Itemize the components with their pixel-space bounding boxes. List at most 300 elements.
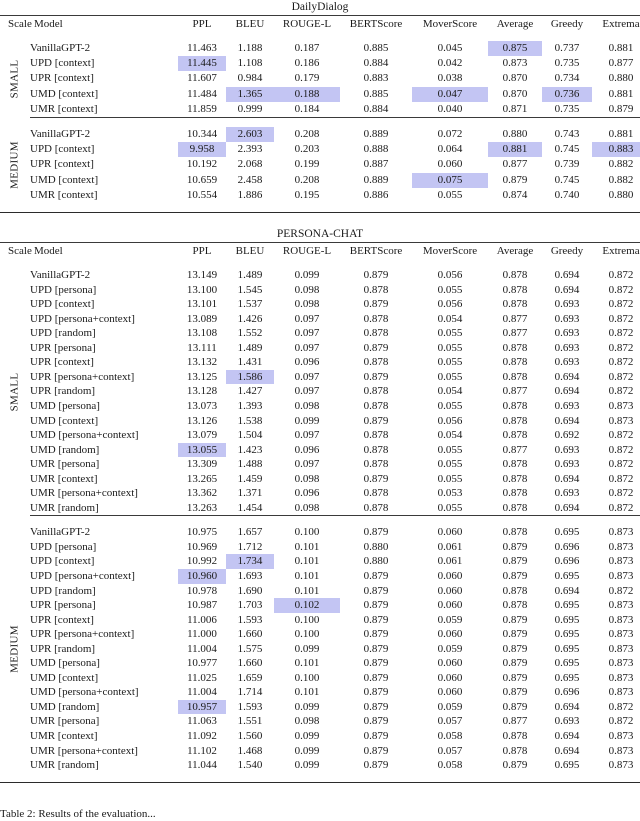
cell-model: UPD [persona+context] [30, 569, 135, 582]
cell-extrema: 0.873 [608, 540, 634, 553]
cell-rouge: 0.099 [294, 729, 320, 742]
cell-bert: 0.878 [363, 458, 389, 471]
cell-rouge: 0.100 [294, 671, 320, 684]
cell-extrema: 0.872 [608, 472, 634, 485]
cell-mover-highlighted: 0.075 [412, 173, 488, 188]
cell-bleu: 1.703 [237, 599, 263, 612]
cell-ppl: 13.309 [186, 458, 218, 471]
cell-extrema: 0.879 [608, 102, 634, 115]
cell-bleu: 0.999 [237, 102, 263, 115]
cell-ppl: 13.089 [186, 312, 218, 325]
cell-ppl-highlighted: 10.960 [178, 569, 226, 584]
cell-mover: 0.054 [437, 429, 463, 442]
table-row [0, 729, 640, 744]
table-row [0, 656, 640, 671]
cell-average-highlighted: 0.881 [488, 142, 542, 157]
cell-ppl: 10.969 [186, 540, 218, 553]
cell-greedy: 0.694 [554, 414, 580, 427]
cell-extrema: 0.881 [608, 42, 634, 54]
cell-model: UMD [context] [30, 87, 99, 100]
cell-extrema: 0.872 [608, 327, 634, 340]
table-row [0, 554, 640, 569]
cell-average: 0.879 [502, 613, 528, 626]
cell-rouge: 0.101 [294, 657, 320, 670]
cell-bleu: 1.468 [237, 744, 263, 757]
cell-bleu: 1.659 [237, 671, 263, 684]
cell-greedy: 0.737 [554, 42, 580, 54]
cell-rouge: 0.100 [294, 628, 320, 641]
cell-mover: 0.060 [437, 569, 463, 582]
cell-rouge: 0.208 [294, 173, 320, 186]
cell-mover: 0.064 [437, 143, 463, 156]
scale-label-small [0, 41, 30, 118]
cell-extrema: 0.872 [608, 715, 634, 728]
cell-ppl: 11.025 [187, 671, 217, 684]
cell-ppl: 10.192 [186, 158, 218, 171]
cell-rouge: 0.096 [294, 487, 320, 500]
cell-bert: 0.879 [363, 715, 389, 728]
cell-ppl: 10.975 [186, 526, 218, 539]
cell-mover: 0.054 [437, 385, 463, 398]
cell-extrema: 0.873 [608, 599, 634, 612]
cell-model: UMR [random] [30, 759, 99, 772]
cell-bleu: 1.693 [237, 569, 263, 582]
cell-average: 0.878 [502, 599, 528, 612]
results-table-dailydialog [0, 15, 640, 213]
cell-bert: 0.880 [363, 555, 389, 568]
cell-model: UPR [persona+context] [30, 370, 135, 383]
cell-model: UPR [persona] [30, 599, 96, 612]
cell-model: UPD [context] [30, 57, 95, 70]
table-row [0, 700, 640, 715]
scale-label-text: SMALL [8, 59, 21, 99]
cell-ppl: 11.006 [187, 613, 217, 626]
cell-model: UMD [persona] [30, 399, 100, 412]
cell-extrema-highlighted: 0.883 [592, 142, 640, 157]
cell-greedy: 0.696 [554, 540, 580, 553]
cell-mover: 0.055 [437, 356, 463, 369]
cell-bleu-highlighted: 1.365 [226, 87, 274, 102]
cell-average: 0.878 [502, 414, 528, 427]
cell-extrema: 0.873 [608, 628, 634, 641]
cell-ppl: 13.100 [186, 283, 218, 296]
cell-greedy: 0.694 [554, 269, 580, 282]
cell-bleu: 1.551 [237, 715, 263, 728]
cell-bleu: 1.423 [237, 443, 263, 456]
cell-greedy: 0.693 [554, 443, 580, 456]
cell-bert: 0.879 [363, 628, 389, 641]
cell-bleu: 1.504 [237, 429, 263, 442]
cell-rouge: 0.100 [294, 526, 320, 539]
cell-greedy: 0.694 [554, 472, 580, 485]
cell-ppl: 11.000 [187, 628, 217, 641]
cell-extrema: 0.873 [608, 414, 634, 427]
cell-rouge: 0.179 [294, 72, 320, 85]
cell-extrema: 0.872 [608, 443, 634, 456]
cell-greedy: 0.694 [554, 501, 580, 514]
cell-mover: 0.058 [437, 729, 463, 742]
cell-bleu: 1.657 [237, 526, 263, 539]
cell-bleu: 1.712 [237, 540, 263, 553]
cell-rouge: 0.099 [294, 700, 320, 713]
cell-ppl: 13.126 [186, 414, 218, 427]
cell-extrema: 0.872 [608, 700, 634, 713]
cell-greedy: 0.695 [554, 657, 580, 670]
cell-bleu: 1.427 [237, 385, 263, 398]
cell-average: 0.877 [502, 158, 528, 171]
col-header-average: Average [496, 18, 534, 30]
cell-bert: 0.879 [363, 729, 389, 742]
cell-bert: 0.879 [363, 569, 389, 582]
figure-caption: Table 2: Results of the evaluation... [0, 808, 156, 820]
cell-rouge: 0.199 [294, 158, 320, 171]
cell-extrema: 0.873 [608, 569, 634, 582]
col-header-bleu: BLEU [235, 245, 265, 258]
row-spacer [0, 259, 640, 268]
cell-greedy: 0.693 [554, 312, 580, 325]
cell-greedy: 0.693 [554, 399, 580, 412]
cell-rouge: 0.098 [294, 399, 320, 412]
cell-rouge: 0.097 [294, 312, 320, 325]
cell-bert: 0.879 [363, 414, 389, 427]
cell-average: 0.879 [502, 759, 528, 772]
cell-extrema: 0.873 [608, 744, 634, 757]
scale-label-text: SMALL [8, 372, 21, 412]
cell-rouge: 0.099 [294, 759, 320, 772]
cell-extrema: 0.873 [608, 399, 634, 412]
cell-ppl: 11.004 [187, 642, 217, 655]
cell-average: 0.870 [502, 72, 528, 85]
table-row [0, 428, 640, 443]
cell-model: UMD [context] [30, 671, 99, 684]
cell-average: 0.879 [502, 686, 528, 699]
cell-bert: 0.887 [363, 158, 389, 171]
cell-bert: 0.878 [363, 501, 389, 514]
cell-average: 0.877 [502, 385, 528, 398]
cell-ppl-highlighted: 13.055 [178, 443, 226, 458]
cell-ppl: 13.128 [186, 385, 218, 398]
cell-average: 0.879 [502, 657, 528, 670]
table-row [0, 326, 640, 341]
cell-average: 0.878 [502, 729, 528, 742]
cell-extrema: 0.872 [608, 298, 634, 311]
table-row [0, 71, 640, 86]
row-spacer [0, 516, 640, 525]
cell-bert: 0.878 [363, 399, 389, 412]
cell-greedy: 0.696 [554, 555, 580, 568]
cell-model: UMR [context] [30, 472, 98, 485]
cell-ppl: 10.554 [186, 188, 218, 201]
col-header-model: Model [34, 18, 63, 30]
cell-rouge: 0.097 [294, 370, 320, 383]
cell-rouge: 0.100 [294, 613, 320, 626]
cell-bleu: 1.593 [237, 613, 263, 626]
cell-bert: 0.878 [363, 312, 389, 325]
cell-model: UPR [random] [30, 385, 96, 398]
cell-ppl: 13.073 [186, 399, 218, 412]
cell-rouge-highlighted: 0.188 [274, 87, 340, 102]
cell-ppl: 11.859 [187, 102, 217, 115]
cell-rouge: 0.101 [294, 569, 320, 582]
cell-bert: 0.878 [363, 443, 389, 456]
cell-mover: 0.057 [437, 744, 463, 757]
cell-average: 0.878 [502, 399, 528, 412]
table-row [0, 744, 640, 759]
cell-mover: 0.055 [437, 283, 463, 296]
cell-greedy: 0.694 [554, 283, 580, 296]
cell-mover: 0.055 [437, 327, 463, 340]
cell-bert: 0.880 [363, 540, 389, 553]
cell-model: VanillaGPT-2 [30, 269, 91, 282]
table-row [0, 758, 640, 773]
cell-model: UPR [context] [30, 72, 94, 85]
cell-extrema: 0.872 [608, 356, 634, 369]
table-row [0, 472, 640, 487]
col-header-rouge: ROUGE-L [282, 18, 332, 30]
col-header-rouge: ROUGE-L [282, 245, 332, 258]
cell-rouge: 0.098 [294, 715, 320, 728]
cell-average: 0.873 [502, 57, 528, 70]
cell-extrema: 0.882 [608, 173, 634, 186]
cell-ppl: 10.987 [186, 599, 218, 612]
table-row [0, 584, 640, 599]
cell-model: UPR [persona] [30, 341, 96, 354]
table-row [0, 283, 640, 298]
cell-extrema: 0.872 [608, 385, 634, 398]
cell-extrema: 0.873 [608, 526, 634, 539]
cell-rouge: 0.099 [294, 642, 320, 655]
table-row [0, 268, 640, 283]
cell-ppl: 13.111 [187, 341, 217, 354]
table-header-row [0, 243, 640, 260]
cell-model: UMD [context] [30, 414, 99, 427]
cell-bleu: 1.575 [237, 642, 263, 655]
table-row [0, 102, 640, 118]
table-row [0, 355, 640, 370]
table-row [0, 56, 640, 71]
cell-rouge: 0.098 [294, 501, 320, 514]
cell-mover: 0.040 [437, 102, 463, 115]
cell-mover: 0.055 [437, 370, 463, 383]
table-row [0, 41, 640, 56]
cell-greedy: 0.695 [554, 599, 580, 612]
table-title-dailydialog: DailyDialog [291, 1, 349, 13]
cell-model: UPD [random] [30, 584, 96, 597]
cell-average: 0.878 [502, 487, 528, 500]
cell-bert: 0.888 [363, 143, 389, 156]
cell-mover: 0.056 [437, 269, 463, 282]
cell-bert: 0.879 [363, 671, 389, 684]
cell-average: 0.878 [502, 370, 528, 383]
table-block-dailydialog [0, 0, 640, 213]
table-bottom-rule [0, 203, 640, 213]
table-header-row [0, 16, 640, 33]
cell-average-highlighted: 0.875 [488, 41, 542, 56]
cell-bleu: 1.459 [237, 472, 263, 485]
cell-bert: 0.879 [363, 686, 389, 699]
table-block-personachat [0, 227, 640, 783]
cell-rouge: 0.101 [294, 555, 320, 568]
cell-mover: 0.042 [437, 57, 463, 70]
cell-ppl-highlighted: 11.445 [178, 56, 226, 71]
cell-bert: 0.878 [363, 356, 389, 369]
cell-mover: 0.053 [437, 487, 463, 500]
cell-bert: 0.879 [363, 744, 389, 757]
cell-ppl: 13.108 [186, 327, 218, 340]
cell-bert: 0.885 [363, 42, 389, 54]
cell-mover: 0.060 [437, 158, 463, 171]
cell-ppl: 11.004 [187, 686, 217, 699]
cell-bleu: 1.714 [237, 686, 263, 699]
cell-bert: 0.879 [363, 613, 389, 626]
cell-ppl: 11.102 [187, 744, 217, 757]
cell-average: 0.879 [502, 555, 528, 568]
cell-ppl: 13.125 [186, 370, 218, 383]
col-header-model: Model [34, 245, 63, 258]
cell-bleu: 1.538 [237, 414, 263, 427]
cell-average: 0.878 [502, 458, 528, 471]
cell-extrema: 0.872 [608, 269, 634, 282]
cell-average: 0.879 [502, 642, 528, 655]
cell-average: 0.878 [502, 298, 528, 311]
col-header-greedy: Greedy [550, 245, 584, 258]
cell-model: UMD [random] [30, 700, 100, 713]
cell-bert: 0.878 [363, 327, 389, 340]
cell-greedy: 0.693 [554, 487, 580, 500]
col-header-bert: BERTScore [349, 245, 403, 258]
row-spacer [0, 118, 640, 127]
cell-model: UMR [persona] [30, 715, 100, 728]
cell-bleu: 2.068 [237, 158, 263, 171]
cell-bleu: 1.371 [237, 487, 263, 500]
cell-extrema: 0.872 [608, 429, 634, 442]
cell-greedy: 0.695 [554, 671, 580, 684]
cell-greedy: 0.693 [554, 458, 580, 471]
cell-bleu: 1.537 [237, 298, 263, 311]
cell-model: UMR [persona+context] [30, 487, 138, 500]
table-row [0, 443, 640, 458]
cell-average: 0.880 [502, 128, 528, 141]
cell-bert: 0.878 [363, 429, 389, 442]
cell-model: UMD [persona+context] [30, 429, 139, 442]
cell-model: UPR [random] [30, 642, 96, 655]
cell-mover: 0.059 [437, 642, 463, 655]
cell-extrema: 0.873 [608, 613, 634, 626]
cell-greedy: 0.745 [554, 173, 580, 186]
cell-greedy: 0.695 [554, 642, 580, 655]
cell-bert: 0.878 [363, 283, 389, 296]
cell-greedy: 0.694 [554, 370, 580, 383]
cell-average: 0.879 [502, 173, 528, 186]
cell-average: 0.878 [502, 472, 528, 485]
cell-greedy: 0.693 [554, 715, 580, 728]
cell-extrema: 0.873 [608, 642, 634, 655]
cell-bleu: 1.593 [237, 700, 263, 713]
cell-average: 0.878 [502, 341, 528, 354]
cell-bert: 0.883 [363, 72, 389, 85]
cell-ppl: 10.992 [186, 555, 218, 568]
cell-ppl: 11.063 [187, 715, 217, 728]
cell-bert: 0.884 [363, 57, 389, 70]
cell-bert: 0.879 [363, 657, 389, 670]
cell-greedy: 0.694 [554, 385, 580, 398]
cell-bleu: 2.458 [237, 173, 263, 186]
table-row [0, 613, 640, 628]
cell-greedy: 0.694 [554, 700, 580, 713]
cell-mover: 0.055 [437, 472, 463, 485]
cell-mover: 0.055 [437, 341, 463, 354]
cell-average: 0.878 [502, 269, 528, 282]
cell-extrema: 0.873 [608, 657, 634, 670]
col-header-average: Average [496, 245, 534, 258]
cell-ppl: 13.265 [186, 472, 218, 485]
cell-greedy-highlighted: 0.736 [542, 87, 592, 102]
cell-rouge: 0.097 [294, 385, 320, 398]
cell-bert: 0.889 [363, 173, 389, 186]
cell-rouge: 0.208 [294, 128, 320, 141]
cell-bert: 0.879 [363, 642, 389, 655]
cell-ppl: 13.263 [186, 501, 218, 514]
cell-bert: 0.878 [363, 385, 389, 398]
cell-average: 0.877 [502, 715, 528, 728]
table-title-personachat: PERSONA-CHAT [276, 228, 364, 241]
cell-ppl-highlighted: 9.958 [178, 142, 226, 157]
cell-average: 0.877 [502, 327, 528, 340]
table-row [0, 341, 640, 356]
cell-bert: 0.879 [363, 599, 389, 612]
cell-greedy: 0.693 [554, 327, 580, 340]
cell-rouge: 0.099 [294, 414, 320, 427]
scale-label-text: MEDIUM [8, 625, 21, 673]
cell-greedy: 0.695 [554, 628, 580, 641]
cell-rouge: 0.097 [294, 458, 320, 471]
cell-extrema: 0.872 [608, 487, 634, 500]
cell-bleu: 1.426 [237, 312, 263, 325]
cell-mover: 0.055 [437, 458, 463, 471]
cell-bert: 0.885 [363, 87, 389, 100]
cell-bleu: 1.660 [237, 657, 263, 670]
table-row [0, 399, 640, 414]
cell-ppl: 11.092 [187, 729, 217, 742]
cell-bleu-highlighted: 2.603 [226, 127, 274, 142]
table-row [0, 627, 640, 642]
col-header-mover: MoverScore [422, 18, 478, 30]
cell-model: UPD [persona+context] [30, 312, 135, 325]
cell-bleu: 1.540 [237, 759, 263, 772]
cell-average: 0.878 [502, 429, 528, 442]
cell-average: 0.878 [502, 356, 528, 369]
cell-average: 0.870 [502, 87, 528, 100]
scale-label-text: MEDIUM [8, 141, 21, 189]
table-row [0, 384, 640, 399]
table-row [0, 457, 640, 472]
cell-average: 0.878 [502, 744, 528, 757]
table-row [0, 569, 640, 584]
cell-model: VanillaGPT-2 [30, 526, 91, 539]
cell-bert: 0.879 [363, 759, 389, 772]
cell-average: 0.879 [502, 569, 528, 582]
cell-mover: 0.059 [437, 613, 463, 626]
table-bottom-rule [0, 773, 640, 783]
cell-greedy: 0.743 [554, 128, 580, 141]
cell-extrema: 0.880 [608, 188, 634, 201]
cell-extrema: 0.873 [608, 555, 634, 568]
cell-extrema: 0.873 [608, 759, 634, 772]
table-row [0, 501, 640, 516]
cell-model: UPR [context] [30, 158, 94, 171]
cell-bleu: 1.488 [237, 458, 263, 471]
cell-ppl: 13.132 [186, 356, 218, 369]
